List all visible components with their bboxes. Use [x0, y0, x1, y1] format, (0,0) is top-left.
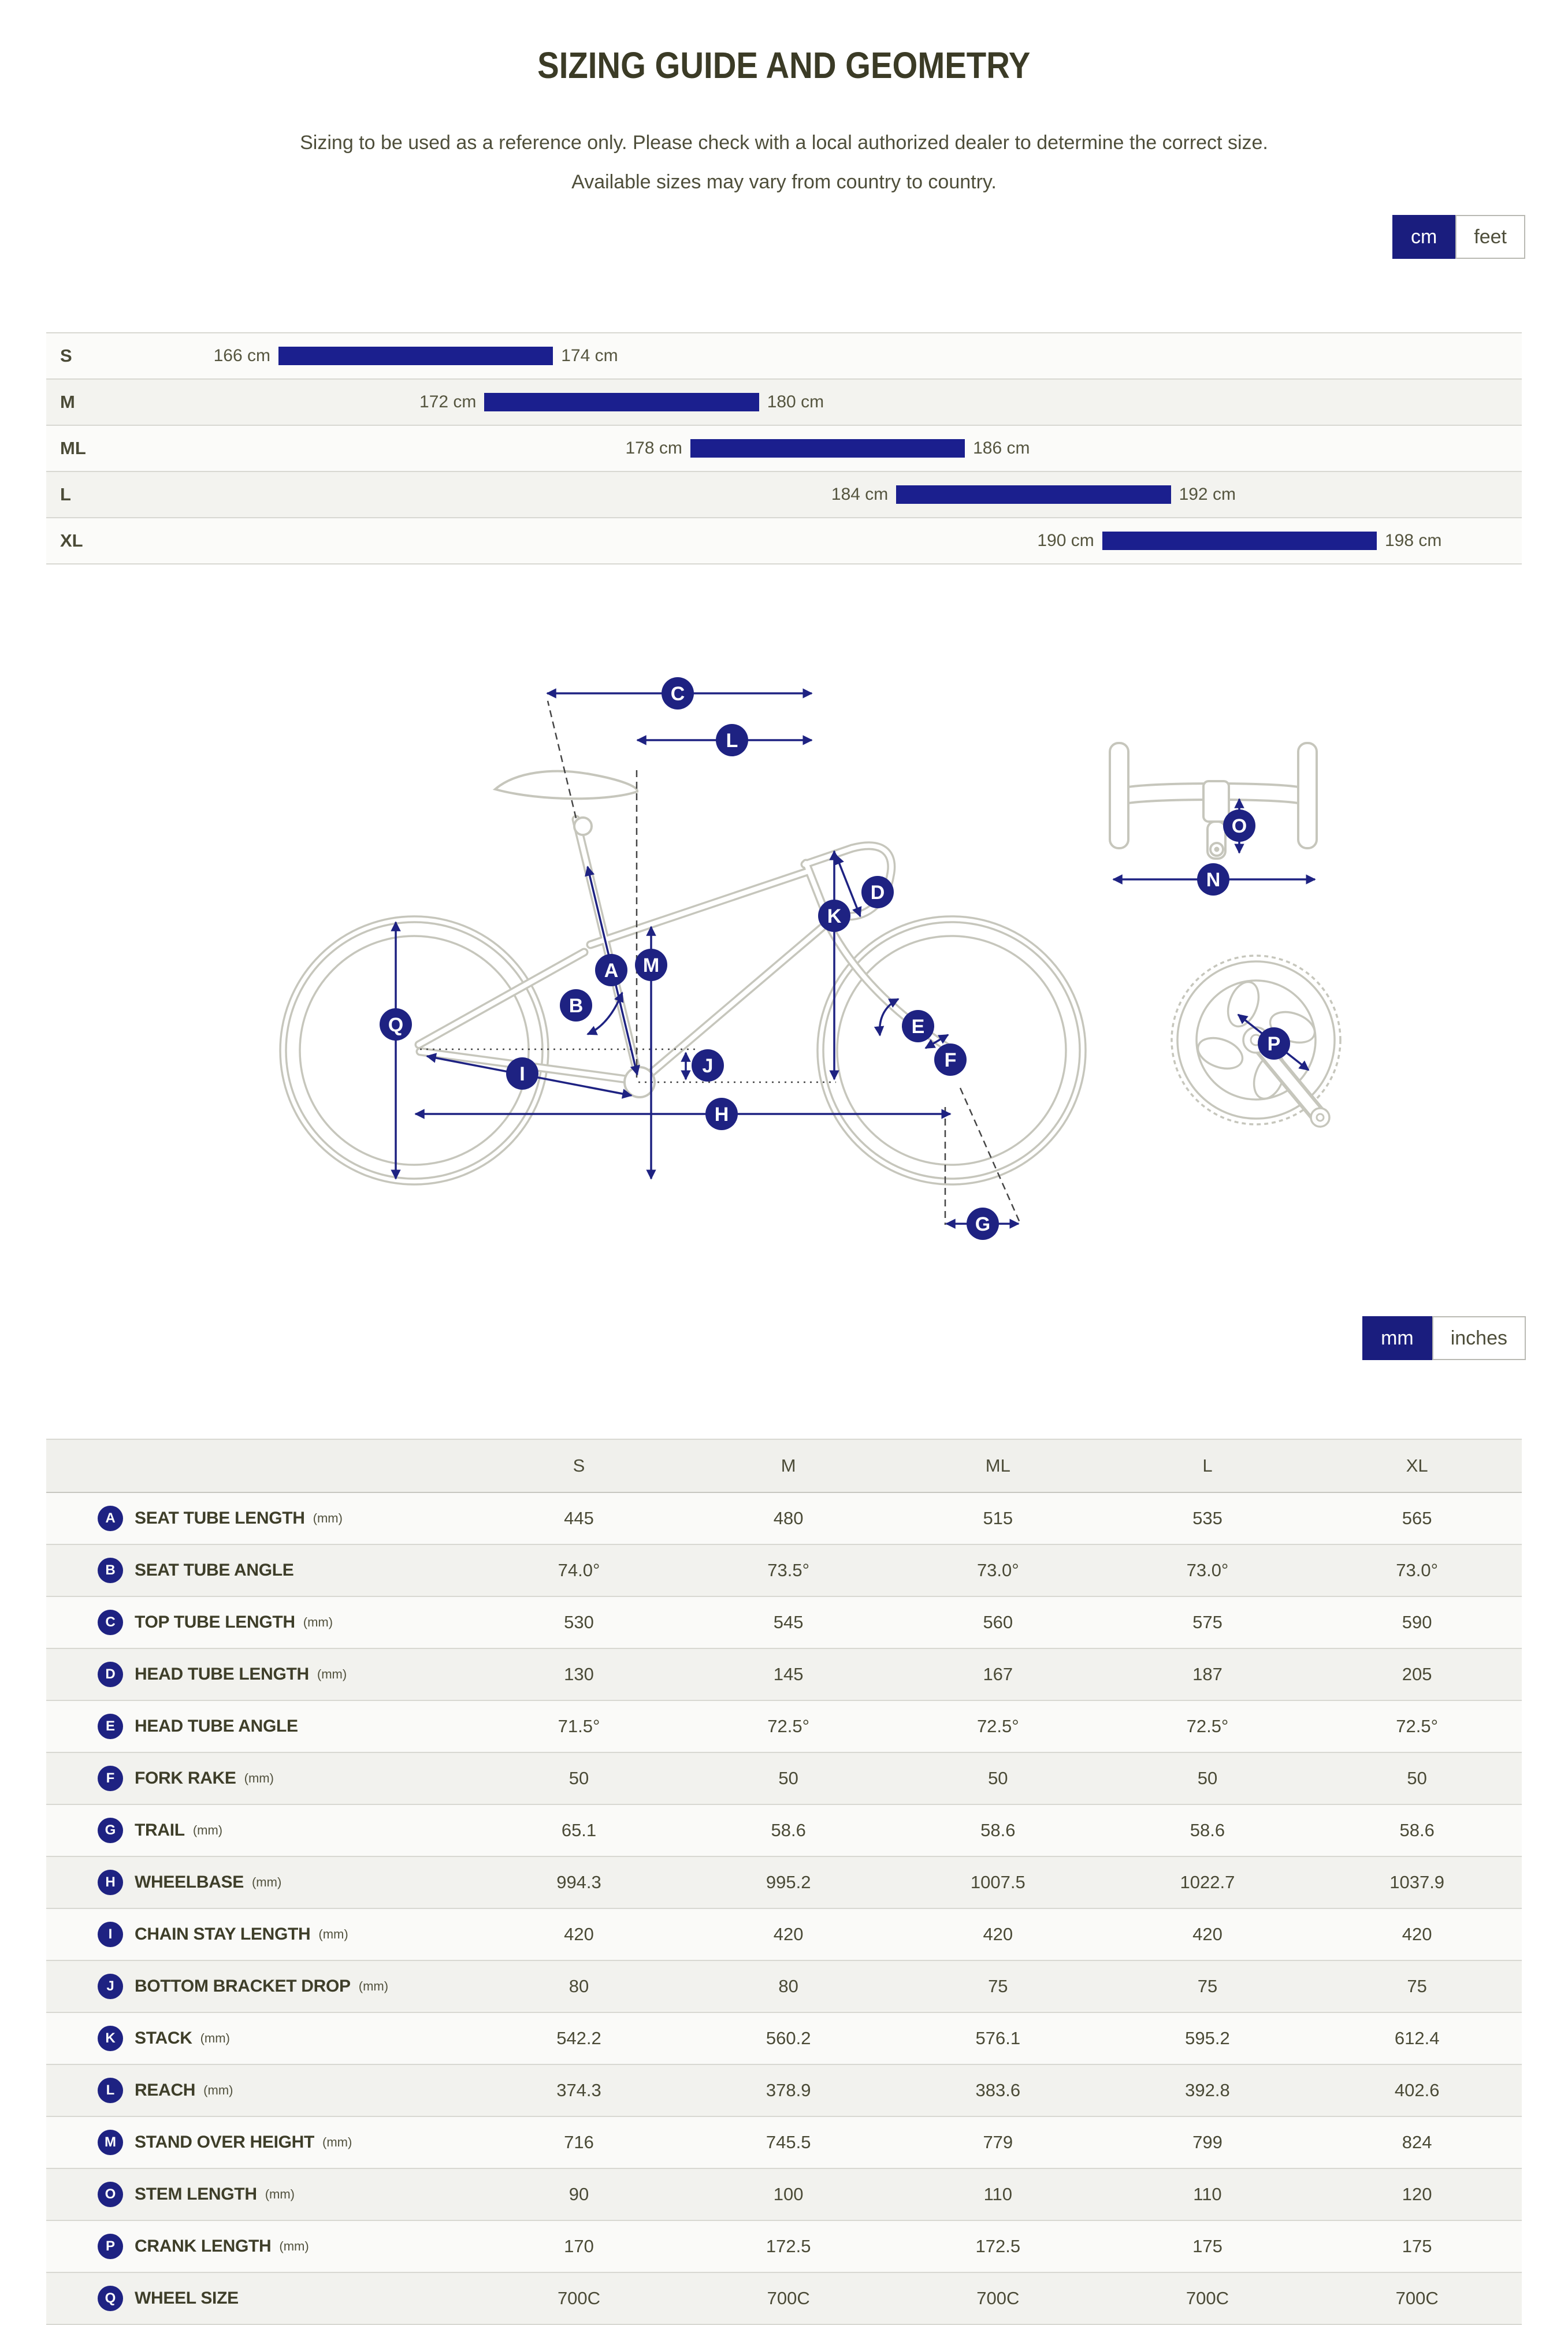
geometry-table [46, 1439, 1522, 2325]
value-h-xl: 1037.9 [1389, 1872, 1445, 1892]
value-b-l: 73.0° [1186, 1560, 1229, 1580]
value-e-m: 72.5° [767, 1716, 810, 1736]
range-from-label: 178 cm [625, 439, 682, 458]
row-unit: (mm) [192, 1823, 223, 1837]
row-unit: (mm) [200, 2031, 230, 2045]
value-c-ml: 560 [983, 1612, 1013, 1632]
value-f-m: 50 [778, 1768, 798, 1788]
row-label: TOP TUBE LENGTH [135, 1613, 295, 1632]
value-g-l: 58.6 [1190, 1820, 1225, 1840]
value-c-xl: 590 [1402, 1612, 1432, 1632]
geometry-row-p [46, 2220, 1522, 2272]
value-p-s: 170 [564, 2236, 594, 2256]
height-track [278, 380, 1377, 425]
value-g-ml: 58.6 [980, 1820, 1016, 1840]
svg-text:O: O [1231, 815, 1247, 837]
bike-geometry-svg [172, 652, 1396, 1299]
value-i-s: 420 [564, 1924, 594, 1944]
range-from-label: 166 cm [213, 346, 270, 365]
value-b-s: 74.0° [558, 1560, 600, 1580]
svg-text:E: E [911, 1016, 925, 1038]
value-g-s: 65.1 [561, 1820, 597, 1840]
height-range-bar [690, 439, 965, 458]
row-label: STEM LENGTH [135, 2185, 257, 2204]
value-j-ml: 75 [988, 1976, 1008, 1996]
unit-feet-button[interactable]: feet [1455, 215, 1525, 259]
row-letter-badge: E [98, 1714, 123, 1739]
row-label: CRANK LENGTH [135, 2237, 272, 2256]
size-row-ml [46, 425, 1522, 471]
size-row-m [46, 378, 1522, 425]
svg-text:F: F [944, 1049, 957, 1071]
value-o-ml: 110 [983, 2184, 1013, 2204]
value-e-s: 71.5° [558, 1716, 600, 1736]
row-letter-badge: D [98, 1662, 123, 1687]
row-label: CHAIN STAY LENGTH [135, 1925, 311, 1944]
subtitle-line-1: Sizing to be used as a reference only. Please check with a local authorized dealer to determine the correct size. [300, 132, 1268, 154]
value-d-s: 130 [564, 1664, 594, 1684]
value-d-l: 187 [1192, 1664, 1223, 1684]
row-letter-badge: G [98, 1818, 123, 1843]
svg-text:N: N [1206, 869, 1221, 891]
value-p-xl: 175 [1402, 2236, 1432, 2256]
height-range-bar [1102, 532, 1377, 550]
size-label: L [60, 484, 71, 504]
value-m-xl: 824 [1402, 2132, 1432, 2152]
svg-text:I: I [519, 1063, 525, 1085]
value-l-ml: 383.6 [975, 2080, 1021, 2100]
row-letter-badge: H [98, 1870, 123, 1895]
geometry-row-d [46, 1648, 1522, 1700]
svg-text:H: H [714, 1104, 729, 1126]
range-to-label: 198 cm [1385, 531, 1442, 550]
row-letter-badge: B [98, 1558, 123, 1583]
height-range-bar [278, 347, 553, 365]
geometry-row-o [46, 2168, 1522, 2220]
diagram-label-seat-tube-angle [560, 989, 592, 1022]
value-q-ml: 700C [976, 2288, 1020, 2308]
row-unit: (mm) [358, 1979, 389, 1993]
unit-inches-button[interactable]: inches [1432, 1316, 1526, 1360]
value-b-ml: 73.0° [976, 1560, 1019, 1580]
geometry-row-b [46, 1544, 1522, 1596]
value-m-m: 745.5 [766, 2132, 811, 2152]
svg-text:Q: Q [388, 1014, 404, 1036]
geometry-row-g [46, 1804, 1522, 1856]
row-label: WHEEL SIZE [135, 2289, 239, 2308]
diagram-label-chain-stay-length [506, 1057, 538, 1090]
value-d-ml: 167 [983, 1664, 1013, 1684]
column-header-s: S [573, 1455, 585, 1476]
svg-text:G: G [975, 1213, 991, 1235]
diagram-label-seat-tube-length [595, 954, 627, 986]
row-label: SEAT TUBE ANGLE [135, 1561, 294, 1580]
row-label: HEAD TUBE LENGTH [135, 1665, 309, 1684]
row-label: SEAT TUBE LENGTH [135, 1509, 305, 1528]
row-label: REACH [135, 2081, 196, 2100]
row-letter-badge: L [98, 2078, 123, 2103]
row-label: STAND OVER HEIGHT [135, 2133, 315, 2152]
value-j-m: 80 [778, 1976, 798, 1996]
range-from-label: 172 cm [419, 392, 477, 411]
row-letter-badge: F [98, 1766, 123, 1791]
value-d-xl: 205 [1402, 1664, 1432, 1684]
measure-unit-toggle [1362, 1316, 1526, 1360]
geometry-row-c [46, 1596, 1522, 1648]
row-unit: (mm) [279, 2239, 309, 2253]
diagram-label-stand-over-height [635, 949, 667, 981]
size-label: M [60, 392, 75, 412]
range-from-label: 184 cm [831, 485, 889, 504]
page-title: SIZING GUIDE AND GEOMETRY [537, 44, 1031, 86]
value-g-m: 58.6 [771, 1820, 806, 1840]
value-a-ml: 515 [983, 1508, 1013, 1528]
row-unit: (mm) [203, 2083, 233, 2097]
range-to-label: 174 cm [561, 346, 618, 365]
height-range-bar [896, 485, 1171, 504]
row-letter-badge: P [98, 2234, 123, 2259]
value-c-s: 530 [564, 1612, 594, 1632]
diagram-label-handlebar-width [1197, 863, 1229, 896]
value-f-s: 50 [569, 1768, 589, 1788]
svg-text:B: B [569, 995, 584, 1017]
value-i-l: 420 [1192, 1924, 1223, 1944]
size-label: XL [60, 530, 83, 551]
row-unit: (mm) [265, 2187, 295, 2201]
height-track [278, 426, 1377, 471]
size-label: ML [60, 438, 86, 458]
row-label: STACK [135, 2029, 192, 2048]
value-o-xl: 120 [1402, 2184, 1432, 2204]
value-j-l: 75 [1197, 1976, 1218, 1996]
geometry-table-header [46, 1439, 1522, 1492]
value-q-l: 700C [1186, 2288, 1229, 2308]
geometry-row-l [46, 2064, 1522, 2116]
unit-cm-button[interactable]: cm [1392, 215, 1455, 259]
diagram-label-crank-length [1258, 1027, 1290, 1060]
value-e-l: 72.5° [1186, 1716, 1229, 1736]
svg-text:K: K [827, 905, 842, 927]
column-header-ml: ML [985, 1455, 1010, 1476]
size-row-xl [46, 517, 1522, 564]
row-unit: (mm) [317, 1667, 347, 1681]
value-m-ml: 779 [983, 2132, 1013, 2152]
row-letter-badge: O [98, 2182, 123, 2207]
svg-text:A: A [604, 960, 619, 982]
value-l-l: 392.8 [1185, 2080, 1230, 2100]
value-k-xl: 612.4 [1394, 2028, 1440, 2048]
height-track [278, 472, 1377, 517]
value-q-xl: 700C [1395, 2288, 1439, 2308]
row-label: BOTTOM BRACKET DROP [135, 1977, 351, 1996]
row-unit: (mm) [318, 1927, 348, 1941]
value-f-ml: 50 [988, 1768, 1008, 1788]
value-k-m: 560.2 [766, 2028, 811, 2048]
svg-text:L: L [726, 730, 738, 752]
value-o-m: 100 [773, 2184, 804, 2204]
value-k-s: 542.2 [556, 2028, 601, 2048]
range-to-label: 186 cm [973, 439, 1030, 458]
diagram-label-wheel-size [380, 1008, 412, 1041]
row-unit: (mm) [251, 1875, 282, 1889]
column-header-m: M [781, 1455, 796, 1476]
value-k-l: 595.2 [1185, 2028, 1230, 2048]
range-to-label: 180 cm [767, 392, 824, 411]
value-m-l: 799 [1192, 2132, 1223, 2152]
value-i-m: 420 [773, 1924, 804, 1944]
value-e-xl: 72.5° [1396, 1716, 1439, 1736]
diagram-label-top-tube-length [662, 677, 694, 710]
value-c-l: 575 [1192, 1612, 1223, 1632]
geometry-row-h [46, 1856, 1522, 1908]
column-header-xl: XL [1406, 1455, 1428, 1476]
row-letter-badge: J [98, 1974, 123, 1999]
row-unit: (mm) [244, 1771, 274, 1785]
svg-text:M: M [642, 954, 660, 976]
spec-column-header [46, 1439, 474, 1492]
row-label: HEAD TUBE ANGLE [135, 1717, 298, 1736]
value-b-m: 73.5° [767, 1560, 810, 1580]
row-unit: (mm) [322, 2135, 352, 2149]
value-m-s: 716 [564, 2132, 594, 2152]
row-letter-badge: I [98, 1922, 123, 1947]
handlebar-front-view-art [1110, 743, 1317, 859]
value-h-ml: 1007.5 [970, 1872, 1025, 1892]
row-label: TRAIL [135, 1821, 185, 1840]
geometry-row-f [46, 1752, 1522, 1804]
value-a-m: 480 [773, 1508, 804, 1528]
row-unit: (mm) [303, 1615, 333, 1629]
height-range-bar [484, 393, 759, 411]
height-unit-toggle [1392, 215, 1525, 259]
diagram-label-head-tube-length [861, 876, 894, 908]
value-h-s: 994.3 [556, 1872, 601, 1892]
row-letter-badge: C [98, 1610, 123, 1635]
value-q-s: 700C [557, 2288, 601, 2308]
diagram-label-wheelbase [705, 1098, 738, 1130]
diagram-label-bottom-bracket-drop [692, 1049, 724, 1082]
value-a-l: 535 [1192, 1508, 1223, 1528]
value-l-xl: 402.6 [1394, 2080, 1440, 2100]
unit-mm-button[interactable]: mm [1362, 1316, 1432, 1360]
geometry-row-i [46, 1908, 1522, 1960]
value-k-ml: 576.1 [975, 2028, 1021, 2048]
diagram-label-fork-rake [934, 1043, 967, 1076]
row-letter-badge: A [98, 1506, 123, 1531]
value-g-xl: 58.6 [1399, 1820, 1435, 1840]
value-b-xl: 73.0° [1396, 1560, 1439, 1580]
value-a-s: 445 [564, 1508, 594, 1528]
row-letter-badge: Q [98, 2286, 123, 2311]
value-l-m: 378.9 [766, 2080, 811, 2100]
value-p-m: 172.5 [766, 2236, 811, 2256]
value-j-s: 80 [569, 1976, 589, 1996]
height-track [278, 518, 1442, 563]
value-p-l: 175 [1192, 2236, 1223, 2256]
value-f-xl: 50 [1407, 1768, 1427, 1788]
value-f-l: 50 [1197, 1768, 1218, 1788]
value-a-xl: 565 [1402, 1508, 1432, 1528]
svg-text:P: P [1267, 1033, 1281, 1055]
geometry-row-j [46, 1960, 1522, 2012]
value-e-ml: 72.5° [976, 1716, 1019, 1736]
row-letter-badge: M [98, 2130, 123, 2155]
diagram-label-stem-length [1223, 809, 1255, 842]
geometry-row-q [46, 2272, 1522, 2324]
value-i-xl: 420 [1402, 1924, 1432, 1944]
range-from-label: 190 cm [1037, 531, 1094, 550]
diagram-label-trail [967, 1208, 999, 1240]
bike-geometry-diagram [172, 652, 1396, 1299]
row-unit: (mm) [313, 1511, 343, 1525]
size-row-l [46, 471, 1522, 517]
column-header-l: L [1202, 1455, 1213, 1476]
height-track [213, 333, 1377, 378]
diagram-label-reach [716, 724, 748, 756]
svg-text:J: J [702, 1055, 714, 1077]
value-c-m: 545 [773, 1612, 804, 1632]
rider-height-size-chart [46, 332, 1522, 564]
value-i-ml: 420 [983, 1924, 1013, 1944]
row-letter-badge: K [98, 2026, 123, 2051]
value-q-m: 700C [767, 2288, 810, 2308]
value-o-s: 90 [569, 2184, 589, 2204]
svg-text:C: C [670, 683, 685, 705]
value-l-s: 374.3 [556, 2080, 601, 2100]
subtitle-line-2: Available sizes may vary from country to country. [571, 171, 997, 193]
value-p-ml: 172.5 [975, 2236, 1021, 2256]
diagram-label-stack [818, 900, 850, 932]
value-h-m: 995.2 [766, 1872, 811, 1892]
geometry-row-a [46, 1492, 1522, 1544]
range-to-label: 192 cm [1179, 485, 1236, 504]
value-j-xl: 75 [1407, 1976, 1427, 1996]
geometry-row-e [46, 1700, 1522, 1752]
size-row-s [46, 332, 1522, 378]
diagram-label-head-tube-angle [902, 1010, 934, 1042]
row-label: FORK RAKE [135, 1769, 236, 1788]
geometry-row-k [46, 2012, 1522, 2064]
value-o-l: 110 [1193, 2184, 1222, 2204]
svg-text:D: D [870, 882, 885, 904]
value-h-l: 1022.7 [1180, 1872, 1235, 1892]
value-d-m: 145 [773, 1664, 804, 1684]
row-label: WHEELBASE [135, 1873, 244, 1892]
size-label: S [60, 346, 72, 366]
geometry-row-m [46, 2116, 1522, 2168]
